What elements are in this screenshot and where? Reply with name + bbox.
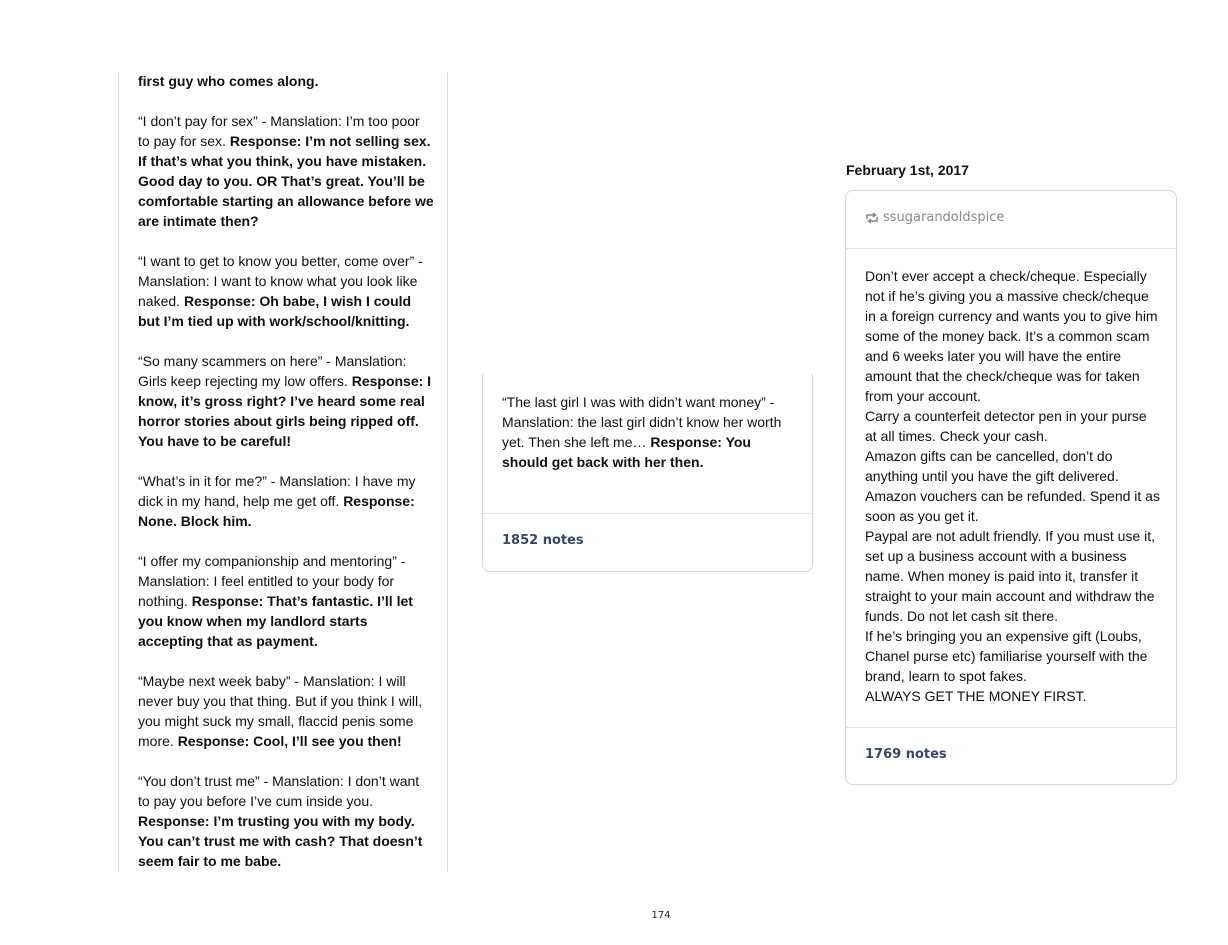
post-paragraph	[138, 471, 434, 531]
middle-post-text: “The last girl I was with didn’t want money” - Manslation: the last girl didn’t know her worth yet. Then she left me…	[502, 394, 782, 450]
left-post-body	[138, 71, 434, 891]
middle-post-card	[482, 374, 813, 572]
header-divider	[846, 248, 1176, 249]
paragraph-bold-text: first guy who comes along.	[138, 73, 319, 89]
right-post-card	[845, 190, 1177, 785]
post-paragraph	[138, 671, 434, 751]
post-line: If he’s bringing you an expensive gift (Loubs, Chanel purse etc) familiarise yourself with the brand, learn to spot fakes.	[865, 628, 1148, 684]
post-line: Don’t ever accept a check/cheque. Especially not if he’s giving you a massive check/cheque in a foreign currency and wants you to give him some of the money back. It’s a common scam and 6 weeks later you will have the entire amount that the check/cheque was for taken from your account.	[865, 268, 1158, 404]
post-line: Paypal are not adult friendly. If you must use it, set up a business account with a business name. When money is paid into it, transfer it straight to your main account and withdraw the funds. Do not let cash sit there.	[865, 528, 1156, 624]
post-paragraph	[138, 71, 434, 91]
post-line: Amazon vouchers can be refunded. Spend it as soon as you get it.	[865, 488, 1160, 524]
paragraph-text: “I offer my companionship and mentoring” - Manslation: I feel entitled to your body for nothing.	[138, 553, 406, 609]
middle-post-bold-text: Response: You should get back with her then.	[502, 434, 751, 470]
middle-post-body	[502, 392, 798, 472]
paragraph-text: “I want to get to know you better, come over” - Manslation: I want to know what you look like naked.	[138, 253, 423, 309]
paragraph-bold-text: Response: I know, it’s gross right? I’ve heard some real horror stories about girls being ripped off. You have to be careful!	[138, 373, 432, 449]
notes-count-link[interactable]: 1769 notes	[865, 747, 947, 762]
post-divider	[846, 727, 1176, 728]
post-divider	[483, 513, 812, 514]
paragraph-bold-text: Response: I’m trusting you with my body. You can’t trust me with cash? That doesn’t seem fair to me babe.	[138, 813, 423, 869]
page-number: 174	[651, 910, 671, 921]
paragraph-text: “What’s in it for me?” - Manslation: I have my dick in my hand, help me get off.	[138, 473, 416, 509]
post-header	[865, 210, 1004, 225]
paragraph-text: “I don’t pay for sex” - Manslation: I’m too poor to pay for sex.	[138, 113, 420, 149]
post-paragraph	[138, 351, 434, 451]
paragraph-text: “You don’t trust me” - Manslation: I don’t want to pay you before I’ve cum inside you.	[138, 773, 420, 809]
left-post-column	[118, 72, 448, 872]
post-line: ALWAYS GET THE MONEY FIRST.	[865, 688, 1087, 704]
paragraph-bold-text: Response: Oh babe, I wish I could but I’m tied up with work/school/knitting.	[138, 293, 412, 329]
post-line: Carry a counterfeit detector pen in your purse at all times. Check your cash.	[865, 408, 1147, 444]
reblog-icon	[865, 212, 879, 224]
post-paragraph	[138, 771, 434, 871]
post-paragraph	[138, 251, 434, 331]
notes-count-link[interactable]: 1852 notes	[502, 533, 584, 548]
paragraph-bold-text: Response: I’m not selling sex. If that’s what you think, you have mistaken. Good day to you. OR That’s great. You’ll be comfortable starting an allowance before we are intimate then?	[138, 133, 434, 229]
post-line: Amazon gifts can be cancelled, don’t do anything until you have the gift delivered.	[865, 448, 1119, 484]
right-post-body	[865, 266, 1161, 706]
paragraph-bold-text: Response: None. Block him.	[138, 493, 415, 529]
paragraph-text: “Maybe next week baby” - Manslation: I will never buy you that thing. But if you think I will, you might suck my small, flaccid penis some more.	[138, 673, 423, 749]
username-link[interactable]: ssugarandoldspice	[883, 210, 1005, 225]
post-paragraph	[138, 551, 434, 651]
paragraph-text: “So many scammers on here” - Manslation: Girls keep rejecting my low offers.	[138, 353, 407, 389]
post-paragraph	[138, 111, 434, 231]
post-date: February 1st, 2017	[846, 162, 969, 178]
paragraph-bold-text: Response: Cool, I’ll see you then!	[177, 733, 402, 749]
paragraph-bold-text: Response: That’s fantastic. I’ll let you know when my landlord starts accepting that as payment.	[138, 593, 413, 649]
